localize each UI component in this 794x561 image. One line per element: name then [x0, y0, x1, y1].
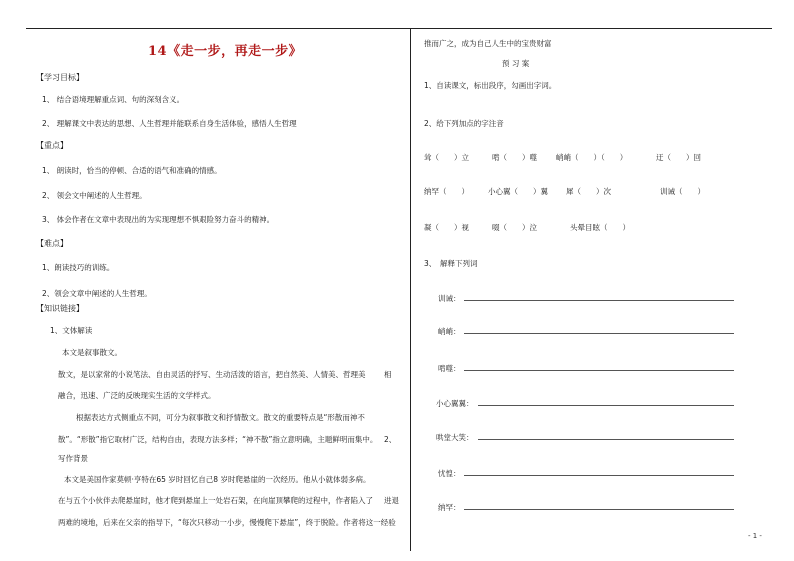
- paragraph-line: 散文，是以家常的小说笔法、自由灵活的抒写、生动活泼的语言，把自然美、人情美、哲理美: [58, 370, 366, 379]
- pinyin-item: 训诫（ ）: [660, 187, 705, 196]
- difficulty-item: 2、领会文章中阐述的人生哲理。: [42, 289, 152, 298]
- vocab-label: 忧惶：: [438, 469, 461, 478]
- answer-line: [464, 300, 734, 301]
- preview-title: 预 习 案: [502, 59, 530, 68]
- answer-line: [464, 475, 734, 476]
- key-item: 2、 领会文中阐述的人生哲理。: [42, 191, 147, 200]
- paragraph-line: 融合，迅速、广泛的反映现实生活的文学样式。: [58, 391, 216, 400]
- pinyin-item: 犀（ ）次: [566, 187, 611, 196]
- paragraph-line: 本文是美国作家莫顿·亨特在65 岁时回忆自己8 岁时爬悬崖的一次经历。他从小就体弱多病。: [64, 475, 371, 484]
- key-header: 【重点】: [36, 141, 68, 150]
- key-item: 1、 朗读时，恰当的停顿、合适的语气和准确的情感。: [42, 166, 222, 175]
- paragraph-line: 散”。“形散”指它取材广泛，结构自由，表现方法多样；“神不散”指立意明确，主题鲜明而集中。: [58, 435, 378, 444]
- page-title: 14《走一步，再走一步》: [148, 44, 303, 59]
- margin-word: 进退: [384, 496, 399, 505]
- vocab-label: 训诫：: [438, 294, 461, 303]
- difficulty-item: 1、朗读技巧的训练。: [42, 263, 115, 272]
- paragraph-line: 根据表达方式侧重点不同，可分为叙事散文和抒情散文。散文的重要特点是“形散而神不: [76, 413, 365, 422]
- answer-line: [464, 509, 734, 510]
- pinyin-item: 啜（ ）泣: [492, 223, 537, 232]
- pinyin-item: 迂（ ）回: [656, 153, 701, 162]
- answer-line: [478, 439, 734, 440]
- pinyin-item: 耸（ ）立: [424, 153, 469, 162]
- goals-header: 【学习目标】: [36, 73, 84, 82]
- pinyin-item: 峭峭（ ）（ ）: [556, 153, 628, 162]
- pinyin-item: 小心翼（ ）翼: [488, 187, 548, 196]
- goal-item: 1、 结合语境理解重点词、句的深刻含义。: [42, 95, 185, 104]
- answer-line: [464, 333, 734, 334]
- question-1: 1、自读课文，标出段序，勾画出字词。: [424, 81, 557, 90]
- section-number: 2、: [384, 435, 397, 444]
- background-subheading: 写作背景: [58, 454, 88, 463]
- vocab-label: 纳罕：: [438, 503, 461, 512]
- margin-word: 相: [384, 370, 392, 379]
- paragraph-line: 本文是叙事散文。: [62, 348, 122, 357]
- question-2: 2、给下列加点的字注音: [424, 119, 504, 128]
- pinyin-item: 凝（ ）视: [424, 223, 469, 232]
- answer-line: [478, 405, 734, 406]
- top-rule: [26, 28, 772, 29]
- pinyin-item: 纳罕（ ）: [424, 187, 469, 196]
- pinyin-item: 头晕目眩（ ）: [570, 223, 630, 232]
- knowledge-link-header: 【知识链接】: [36, 304, 84, 313]
- vocab-label: 哄堂大笑：: [436, 433, 474, 442]
- vocab-label: 小心翼翼：: [436, 399, 474, 408]
- key-item: 3、 体会作者在文章中表现出的为实现理想不惧艰险努力奋斗的精神。: [42, 215, 275, 224]
- difficulty-header: 【难点】: [36, 239, 68, 248]
- paragraph-line: 在与五个小伙伴去爬悬崖时，他才爬到悬崖上一处岩石架，在向崖顶攀爬的过程中，作者陷入了: [58, 496, 373, 505]
- pinyin-item: 啃（ ）噬: [492, 153, 537, 162]
- column-divider: [410, 28, 411, 551]
- vocab-label: 啃噬：: [438, 364, 461, 373]
- answer-line: [464, 370, 734, 371]
- paragraph-line: 两难的境地，后来在父亲的指导下，“每次只移动一小步，慢慢爬下悬崖”，终于脱险。作者将这一经验: [58, 518, 396, 527]
- goal-item: 2、 理解课文中表达的思想、人生哲理并能联系自身生活体验，感悟人生哲理: [42, 119, 297, 128]
- continuation-line: 推而广之，成为自己人生中的宝贵财富: [424, 39, 552, 48]
- question-3: 3、 解释下列词: [424, 259, 478, 268]
- vocab-label: 峭峭：: [438, 327, 461, 336]
- page-number: - 1 -: [748, 532, 762, 540]
- genre-subheading: 1、文体解读: [50, 326, 93, 335]
